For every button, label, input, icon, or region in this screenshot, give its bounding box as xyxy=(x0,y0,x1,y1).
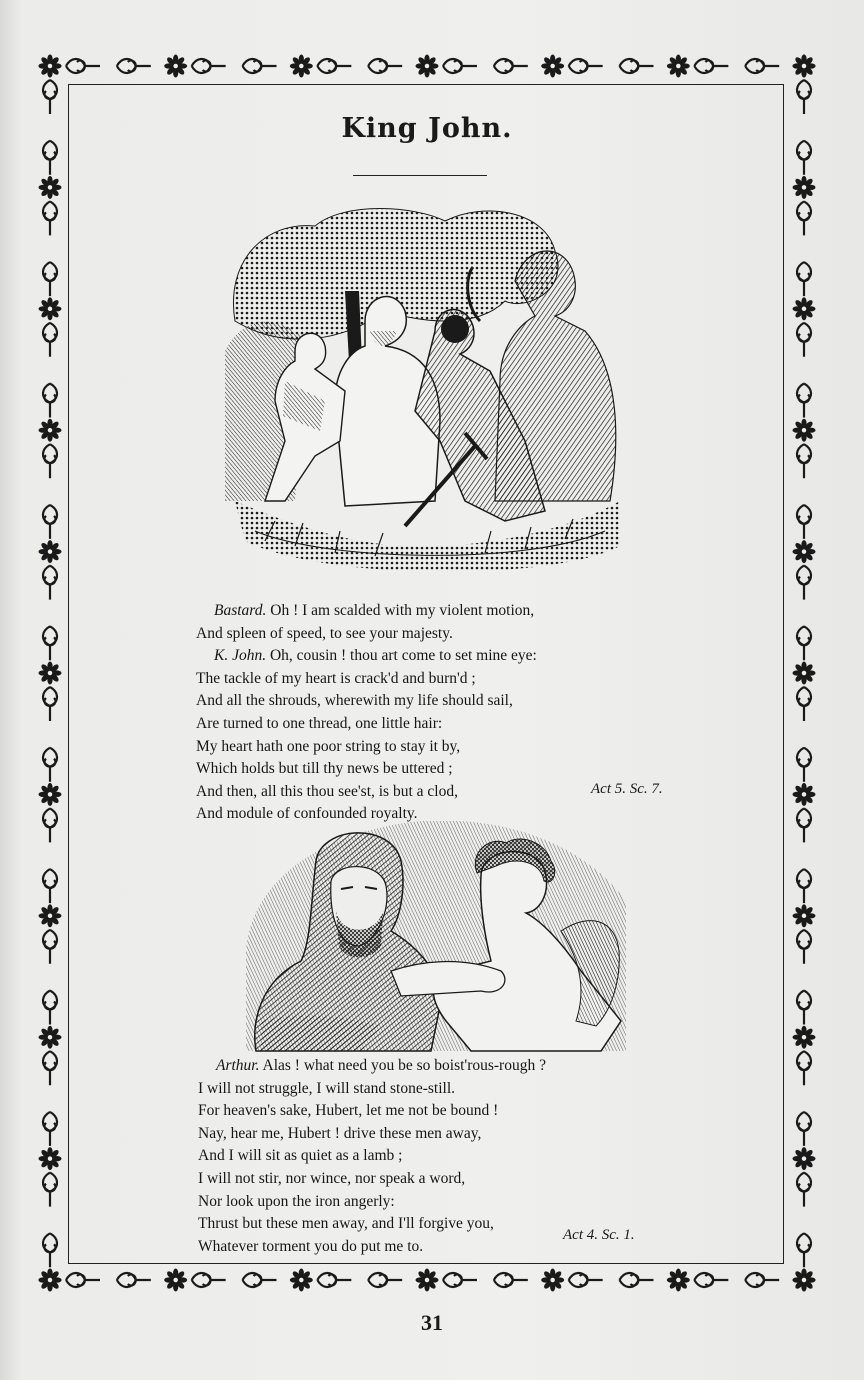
speaker-name: K. John. xyxy=(214,647,267,665)
scroll-flourish-icon xyxy=(43,505,57,539)
rosette-icon xyxy=(39,419,62,442)
scroll-flourish-icon xyxy=(43,930,57,964)
page-frame xyxy=(68,84,784,1264)
verse-text: Alas ! what need you be so boist'rous-rough ? xyxy=(259,1057,546,1074)
verse-line: I will not stir, nor wince, nor speak a word, xyxy=(198,1169,466,1187)
rosette-icon xyxy=(793,55,816,78)
scroll-flourish-icon xyxy=(43,626,57,660)
scroll-flourish-icon xyxy=(797,141,811,175)
scroll-flourish-icon xyxy=(43,808,57,842)
scene-label: Sc. 1. xyxy=(601,1227,635,1243)
scroll-flourish-icon xyxy=(192,1273,226,1287)
scroll-flourish-icon xyxy=(368,1273,402,1287)
rosette-icon xyxy=(793,662,816,685)
rosette-icon xyxy=(793,419,816,442)
scroll-flourish-icon xyxy=(797,687,811,721)
scroll-flourish-icon xyxy=(569,1273,603,1287)
rosette-icon xyxy=(793,297,816,320)
scroll-flourish-icon xyxy=(43,141,57,175)
scroll-flourish-icon xyxy=(43,262,57,296)
scroll-flourish-icon xyxy=(797,566,811,600)
scroll-flourish-icon xyxy=(43,384,57,418)
scroll-flourish-icon xyxy=(797,444,811,478)
verse-line: The tackle of my heart is crack'd and burn'd ; xyxy=(196,669,476,687)
verse-line xyxy=(198,1055,546,1078)
scroll-flourish-icon xyxy=(797,384,811,418)
scroll-flourish-icon xyxy=(243,59,277,73)
verse-line: My heart hath one poor string to stay it by, xyxy=(196,737,461,755)
verse-line: And then, all this thou see'st, is but a clod, xyxy=(196,782,458,800)
rosette-icon xyxy=(39,1269,62,1292)
rosette-icon xyxy=(793,1269,816,1292)
rosette-icon xyxy=(290,55,313,78)
scroll-flourish-icon xyxy=(443,1273,477,1287)
act-label: Act 5. xyxy=(591,781,626,797)
rosette-icon xyxy=(667,55,690,78)
verse-line: Nay, hear me, Hubert ! drive these men away, xyxy=(198,1124,482,1142)
rosette-icon xyxy=(541,55,564,78)
rosette-icon xyxy=(39,1026,62,1049)
scroll-flourish-icon xyxy=(797,1233,811,1267)
verse-line: I will not struggle, I will stand stone-still. xyxy=(198,1079,456,1097)
page-title: King John. xyxy=(341,113,513,144)
scroll-flourish-icon xyxy=(43,991,57,1025)
verse-line: Whatever torment you do put me to. xyxy=(198,1237,424,1255)
scroll-flourish-icon xyxy=(443,59,477,73)
rosette-icon xyxy=(793,540,816,563)
title-rule xyxy=(353,175,487,176)
rosette-icon xyxy=(793,904,816,927)
rosette-icon xyxy=(793,176,816,199)
engraving-hubert-and-arthur-icon xyxy=(241,821,631,1053)
rosette-icon xyxy=(39,540,62,563)
scroll-flourish-icon xyxy=(43,566,57,600)
scroll-flourish-icon xyxy=(797,626,811,660)
verse-line: Nor look upon the iron angerly: xyxy=(198,1192,395,1210)
rosette-icon xyxy=(164,1269,187,1292)
scroll-flourish-icon xyxy=(797,1112,811,1146)
speaker-name: Arthur. xyxy=(216,1057,260,1074)
verse-line: And I will sit as quiet as a lamb ; xyxy=(198,1147,403,1165)
scroll-flourish-icon xyxy=(797,1173,811,1207)
scroll-flourish-icon xyxy=(797,80,811,114)
scroll-flourish-icon xyxy=(797,1051,811,1085)
scroll-flourish-icon xyxy=(694,59,728,73)
act-scene-reference xyxy=(591,781,663,798)
scroll-flourish-icon xyxy=(117,1273,151,1287)
rosette-icon xyxy=(793,1147,816,1170)
scroll-flourish-icon xyxy=(43,1173,57,1207)
verse-line xyxy=(196,600,537,623)
passage-1 xyxy=(196,600,537,826)
passage-2 xyxy=(198,1055,546,1258)
engraving-dying-king-john-icon xyxy=(225,201,625,581)
scroll-flourish-icon xyxy=(797,930,811,964)
scroll-flourish-icon xyxy=(797,262,811,296)
verse-text: Oh ! I am scalded with my violent motion, xyxy=(266,602,535,619)
rosette-icon xyxy=(164,55,187,78)
scene-label: Sc. 7. xyxy=(629,781,663,797)
rosette-icon xyxy=(541,1269,564,1292)
scroll-flourish-icon xyxy=(317,59,351,73)
verse-text: Oh, cousin ! thou art come to set mine eye: xyxy=(266,647,537,665)
verse-line: For heaven's sake, Hubert, let me not be bound ! xyxy=(198,1102,499,1120)
scroll-flourish-icon xyxy=(797,201,811,235)
verse-line xyxy=(196,645,537,668)
verse-line: Which holds but till thy news be uttered ; xyxy=(196,760,453,778)
verse-line: And module of confounded royalty. xyxy=(196,805,418,823)
scroll-flourish-icon xyxy=(797,991,811,1025)
scroll-flourish-icon xyxy=(368,59,402,73)
scroll-flourish-icon xyxy=(43,201,57,235)
scroll-flourish-icon xyxy=(745,1273,779,1287)
verse-line: Are turned to one thread, one little hair: xyxy=(196,714,443,732)
scroll-flourish-icon xyxy=(797,505,811,539)
scroll-flourish-icon xyxy=(66,59,100,73)
scroll-flourish-icon xyxy=(43,687,57,721)
act-label: Act 4. xyxy=(563,1227,598,1243)
scroll-flourish-icon xyxy=(43,869,57,903)
scroll-flourish-icon xyxy=(494,59,528,73)
scroll-flourish-icon xyxy=(797,808,811,842)
rosette-icon xyxy=(39,55,62,78)
verse-line: And spleen of speed, to see your majesty. xyxy=(196,624,453,642)
scroll-flourish-icon xyxy=(192,59,226,73)
rosette-icon xyxy=(39,176,62,199)
scroll-flourish-icon xyxy=(43,748,57,782)
scroll-flourish-icon xyxy=(43,80,57,114)
scroll-flourish-icon xyxy=(620,1273,654,1287)
scroll-flourish-icon xyxy=(745,59,779,73)
scroll-flourish-icon xyxy=(43,1051,57,1085)
act-scene-reference xyxy=(563,1227,635,1244)
scroll-flourish-icon xyxy=(43,1233,57,1267)
scroll-flourish-icon xyxy=(494,1273,528,1287)
rosette-icon xyxy=(416,55,439,78)
verse-line: And all the shrouds, wherewith my life should sail, xyxy=(196,692,513,710)
scroll-flourish-icon xyxy=(243,1273,277,1287)
scroll-flourish-icon xyxy=(117,59,151,73)
rosette-icon xyxy=(793,783,816,806)
verse-line: Thrust but these men away, and I'll forgive you, xyxy=(198,1215,494,1233)
page-number: 31 xyxy=(421,1310,443,1335)
speaker-name: Bastard. xyxy=(214,602,267,619)
rosette-icon xyxy=(793,1026,816,1049)
scroll-flourish-icon xyxy=(620,59,654,73)
rosette-icon xyxy=(667,1269,690,1292)
rosette-icon xyxy=(416,1269,439,1292)
rosette-icon xyxy=(39,904,62,927)
scroll-flourish-icon xyxy=(317,1273,351,1287)
scroll-flourish-icon xyxy=(43,323,57,357)
rosette-icon xyxy=(39,297,62,320)
rosette-icon xyxy=(39,1147,62,1170)
scroll-flourish-icon xyxy=(43,444,57,478)
scroll-flourish-icon xyxy=(66,1273,100,1287)
scroll-flourish-icon xyxy=(569,59,603,73)
scroll-flourish-icon xyxy=(797,748,811,782)
scroll-flourish-icon xyxy=(43,1112,57,1146)
rosette-icon xyxy=(290,1269,313,1292)
scroll-flourish-icon xyxy=(694,1273,728,1287)
scroll-flourish-icon xyxy=(797,323,811,357)
scroll-flourish-icon xyxy=(797,869,811,903)
rosette-icon xyxy=(39,783,62,806)
rosette-icon xyxy=(39,662,62,685)
